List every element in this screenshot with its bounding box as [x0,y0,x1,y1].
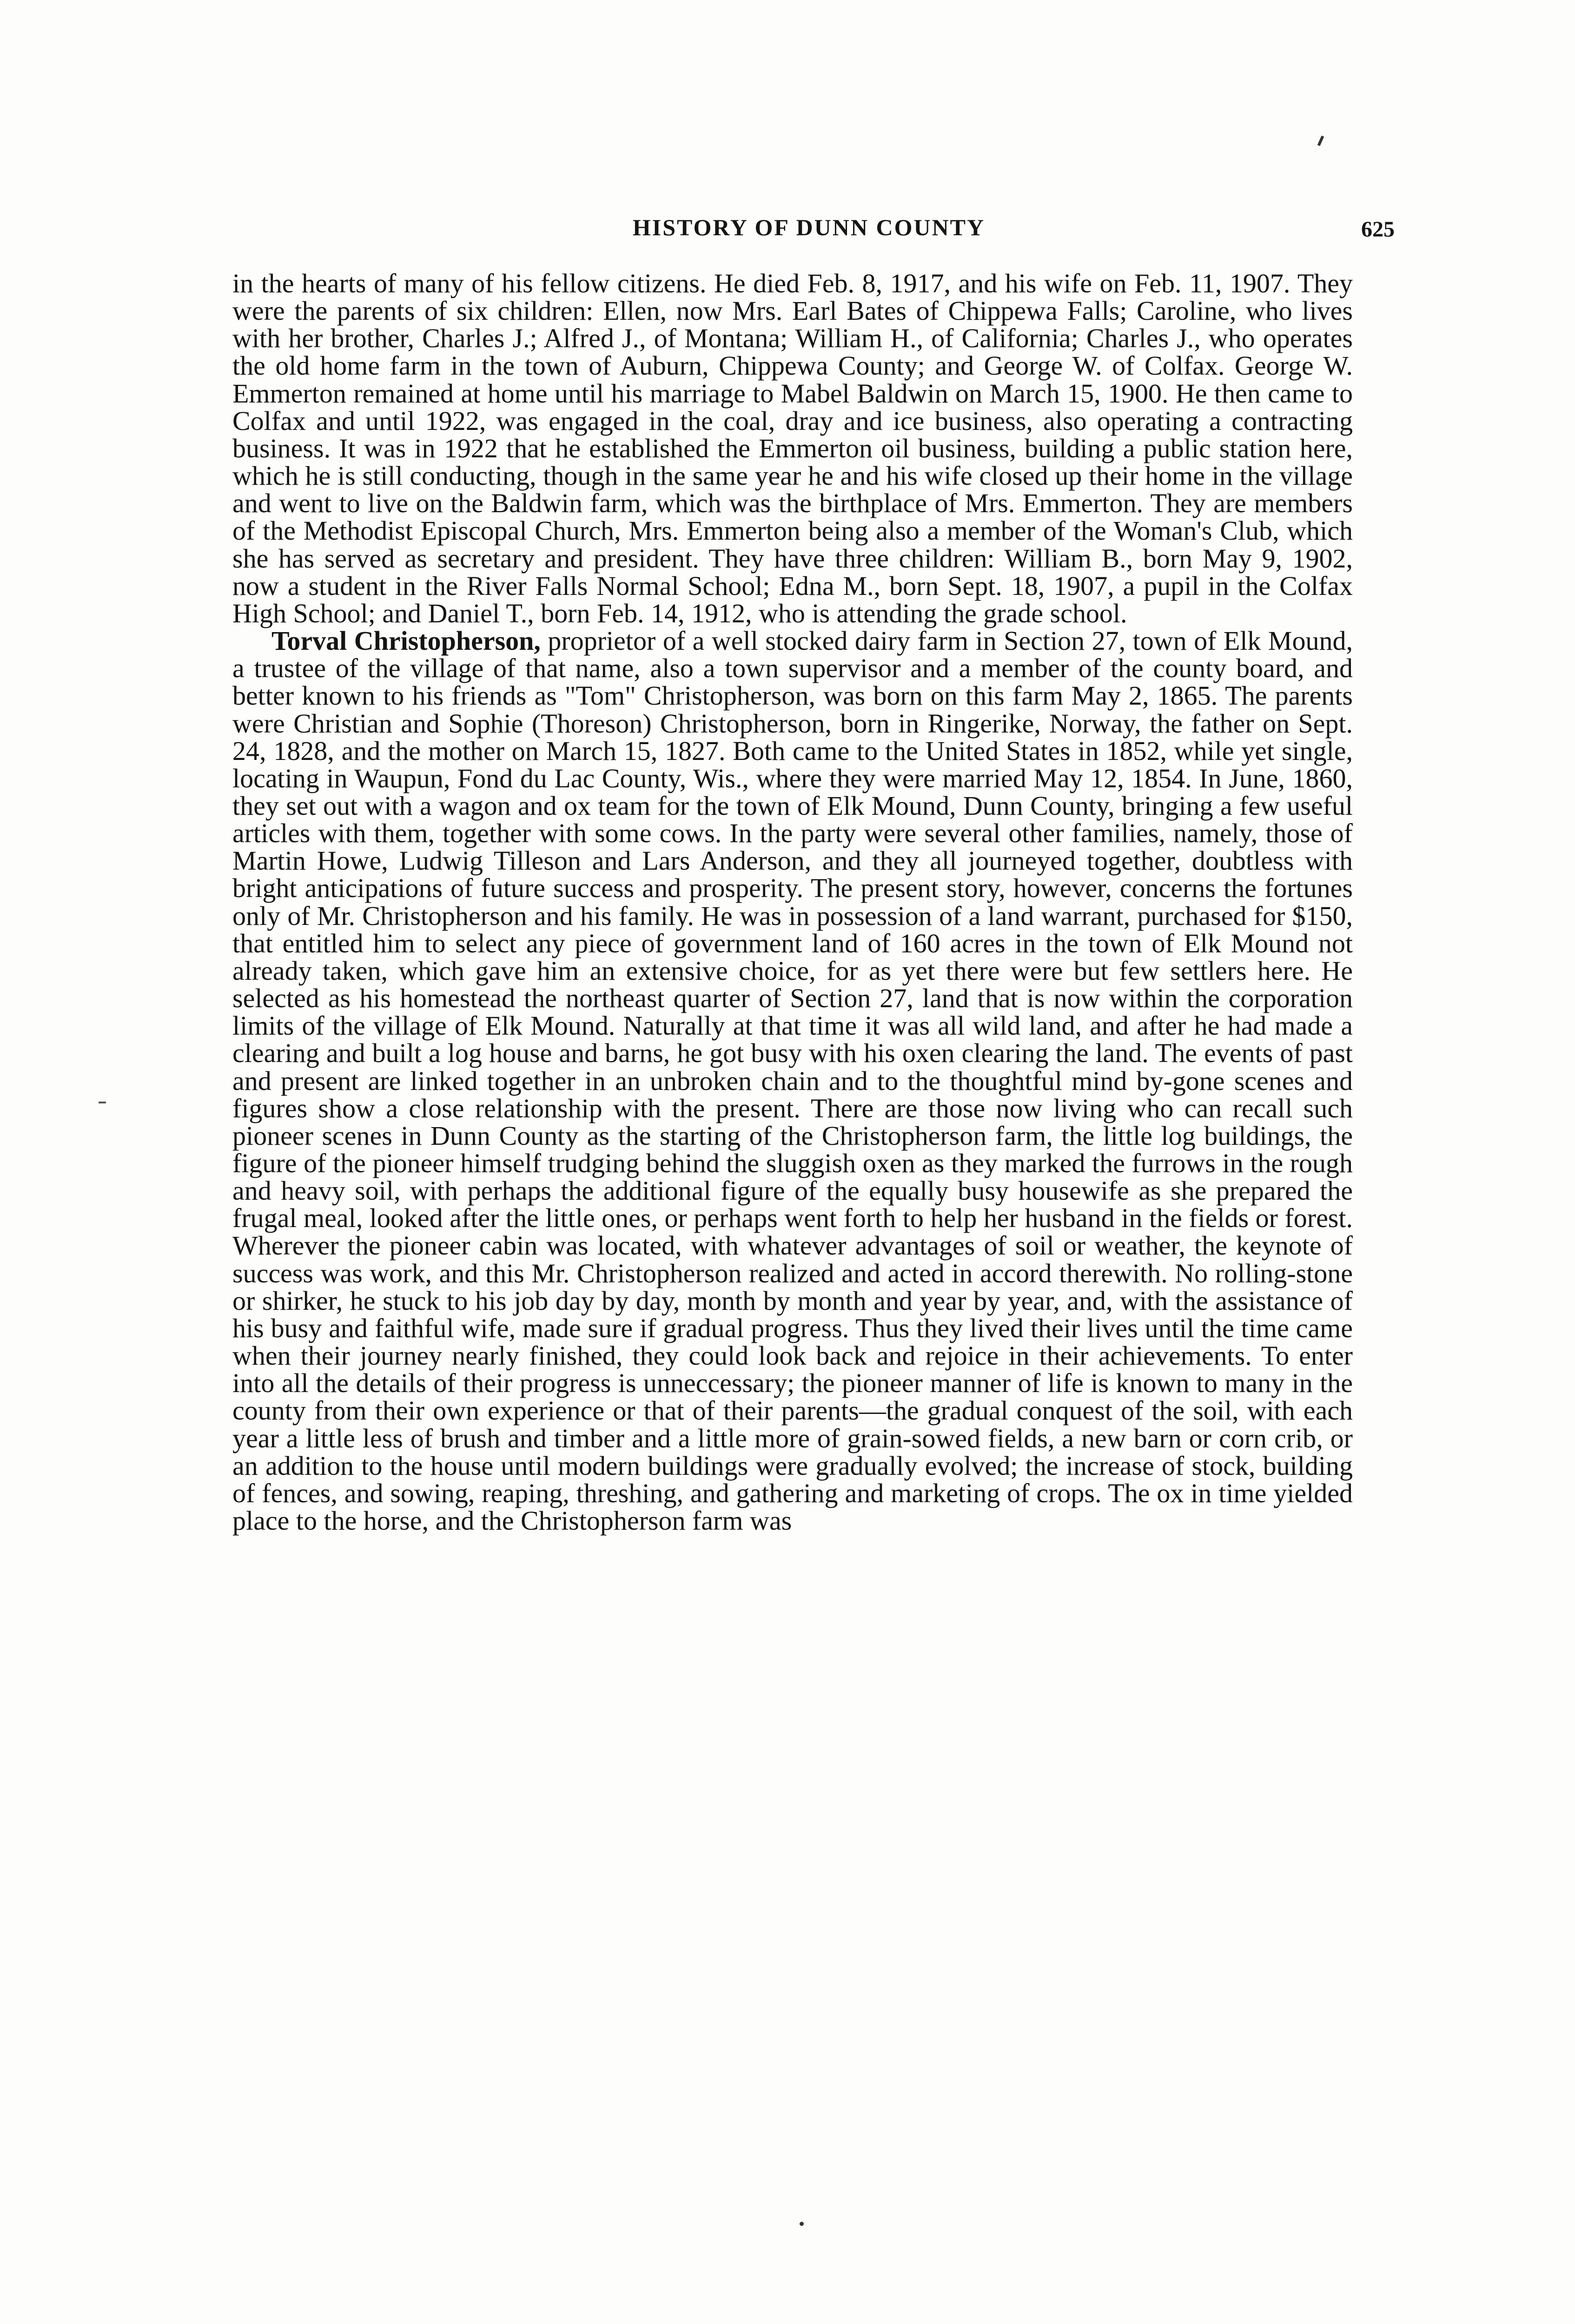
paragraph-christopherson [232,627,1353,1534]
running-head [232,214,1395,251]
paragraph-emmerton [232,270,1353,627]
paragraph-lead-name: Torval Christopherson, [271,626,541,656]
paragraph-text: proprietor of a well stocked dairy farm in Section 27, town of Elk Mound, a trustee of the village of that name, also a town supervisor and a member of the county board, and better known to his friends as "Tom" Christopherson, was born on this farm May 2, 1865. The parents were Christian and Sophie (Thoreson) Christopherson, born in Ringerike, Norway, the father on Sept. 24, 1828, and the mother on March 15, 1827. Both came to the United States in 1852, while yet single, locating in Waupun, Fond du Lac County, Wis., where they were married May 12, 1854. In June, 1860, they set out with a wagon and ox team for the town of Elk Mound, Dunn County, bringing a few useful articles with them, together with some cows. In the party were several other families, namely, those of Martin Howe, Ludwig Tilleson and Lars Anderson, and they all journeyed together, doubtless with bright anticipations of future success and prosperity. The present story, however, concerns the fortunes only of Mr. Christopherson and his family. He was in possession of a land warrant, purchased for $150, that entitled him to select any piece of government land of 160 acres in the town of Elk Mound not already taken, which gave him an extensive choice, for as yet there were but few settlers here. He selected as his homestead the northeast quarter of Section 27, land that is now within the corporation limits of the village of Elk Mound. Naturally at that time it was all wild land, and after he had made a clearing and built a log house and barns, he got busy with his oxen clearing the land. The events of past and present are linked together in an unbroken chain and to the thoughtful mind by-gone scenes and figures show a close relationship with the present. There are those now living who can recall such pioneer scenes in Dunn County as the starting of the Christopherson farm, the little log buildings, the figure of the pioneer himself trudging behind the sluggish oxen as they marked the furrows in the rough and heavy soil, with perhaps the additional figure of the equally busy housewife as she prepared the frugal meal, looked after the little ones, or perhaps went forth to help her husband in the fields or forest. Wherever the pioneer cabin was located, with whatever advantages of soil or weather, the keynote of success was work, and this Mr. Christopherson realized and acted in accord therewith. No rolling-stone or shirker, he stuck to his job day by day, month by month and year by year, and, with the assistance of his busy and faithful wife, made sure if gradual progress. Thus they lived their lives until the time came when their journey nearly finished, they could look back and rejoice in their achievements. To enter into all the details of their progress is unneccessary; the pioneer manner of life is known to many in the county from their own experience or that of their parents—the gradual conquest of the soil, with each year a little less of brush and timber and a little more of grain-sowed fields, a new barn or corn crib, or an addition to the house until modern buildings were gradually evolved; the increase of stock, building of fences, and sowing, reaping, threshing, and gathering and marketing of crops. The ox in time yielded place to the horse, and the Christopherson farm was [232,626,1353,1536]
running-title: HISTORY OF DUNN COUNTY [632,214,986,240]
bottom-dot-mark [800,2222,804,2226]
paragraph-text: in the hearts of many of his fellow citizens. He died Feb. 8, 1917, and his wife on Feb. 11, 1907. They were the parents of six children: Ellen, now Mrs. Earl Bates of Chippewa Falls; Caroline, who lives with her brother, Charles J.; Alfred J., of Montana; William H., of California; Charles J., who operates the old home farm in the town of Auburn, Chippewa County; and George W. of Colfax. George W. Emmerton remained at home until his marriage to Mabel Baldwin on March 15, 1900. He then came to Colfax and until 1922, was engaged in the coal, dray and ice business, also operating a contracting business. It was in 1922 that he established the Emmerton oil business, building a public station here, which he is still conducting, though in the same year he and his wife closed up their home in the village and went to live on the Baldwin farm, which was the birthplace of Mrs. Emmerton. They are members of the Methodist Episcopal Church, Mrs. Emmerton being also a member of the Woman's Club, which she has served as secretary and president. They have three children: William B., born May 9, 1902, now a student in the River Falls Normal School; Edna M., born Sept. 18, 1907, a pupil in the Colfax High School; and Daniel T., born Feb. 14, 1912, who is attending the grade school. [232,268,1353,628]
margin-dash-mark [99,1102,106,1103]
body-text [232,270,1353,1534]
page-number: 625 [1361,217,1395,242]
margin-tick-mark [1317,136,1324,146]
